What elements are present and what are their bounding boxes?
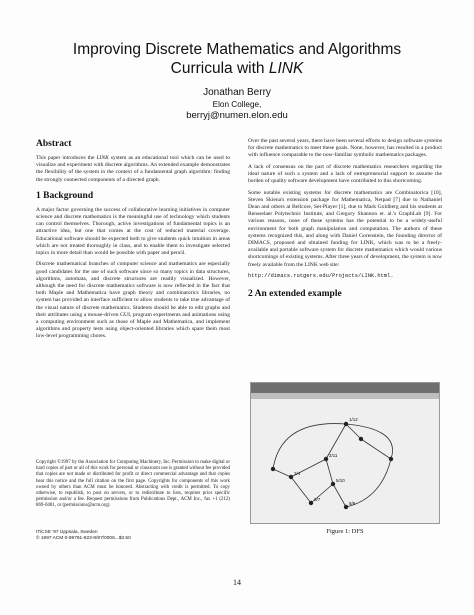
figure-window-titlebar: [251, 383, 439, 393]
graph-node: [271, 467, 275, 471]
author-name: Jonathan Berry: [203, 87, 271, 98]
graph-edge: [346, 424, 393, 459]
copyright-text: Copyright ©1997 by the Association for Computing Machinery, Inc. Permission to make digital or hard copies of part or all of this work for personal or classroom use is granted without fee provided that copies are not made or distributed for profit or direct commercial advantage and that copies bear this notice and the full citation on the first page. Copyrights for components of this work owned by others than ACM must be honored. Abstracting with credit is permitted. To copy otherwise, to republish, to post on servers, or to redistribute to lists, requires prior specific permission and/or a fee. Request permissions from Publications Dept., ACM Inc., fax +1 (212) 869-0481, or (permissions@acm.org).: [36, 460, 230, 509]
graph-edge: [291, 477, 311, 503]
graph-edges: [273, 424, 393, 507]
graph-node: [344, 505, 348, 509]
abstract-text-post: system as an educational tool which can be used to visualize and experiment with discrete algorithms. An extended example demonstrates the flexibility of the system in the context of a fundamental graph algorithm: finding the strongly connected components of a directed graph.: [36, 155, 230, 183]
figure-caption: Figure 1: DFS: [326, 528, 364, 535]
abstract-text-italic: LINK: [96, 155, 109, 161]
graph-edge: [326, 459, 333, 484]
node-label: 8/9: [349, 501, 356, 506]
paper-title: [40, 40, 434, 78]
link-url: http://dimacs.rutgers.edu/Projects/LINK.html.: [248, 273, 394, 280]
title-line-2: [40, 59, 434, 78]
background-para-1: A major factor governing the success of collaborative learning initiatives in computer science and discrete mathematics is the meaningful use of technology which students can control themselves. Thorough, active investigations of fundamental topics is an attractive idea, but one that comes at the cost of reduced material coverage. Educational software should be expected both to give students quick intuition in areas which are not treated thoroughly in class, and to enable them to investigate selected topics in more detail than would be possible with paper and pencil.: [36, 206, 230, 257]
node-label: 5/10: [336, 478, 345, 483]
node-label: 2/11: [329, 453, 338, 458]
right-para-2: A lack of consensus on the part of discrete mathematics researchers regarding the ideal nature of such a system and a lack of entrepreneurial support to assume the burden of quality software development have contributed to this shortcoming.: [248, 163, 442, 185]
copyright-notice: [36, 460, 230, 510]
background-heading: 1 Background: [36, 190, 94, 201]
abstract-heading: Abstract: [36, 139, 72, 149]
conference-info: [36, 530, 230, 542]
abstract-text-pre: This paper introduces the: [36, 155, 97, 161]
graph-node: [344, 422, 348, 426]
node-label: 1/12: [349, 417, 358, 422]
graph-node: [331, 482, 335, 486]
conference-line-1: ITiCSE '97 Uppsala, Sweden: [36, 530, 98, 535]
graph-edge: [333, 484, 346, 507]
graph-node: [309, 501, 313, 505]
graph-node-labels: [294, 417, 358, 506]
graph-node: [359, 437, 363, 441]
graph-node: [389, 457, 393, 461]
title-line-1: Improving Discrete Mathematics and Algorithms: [72, 41, 402, 58]
title-line-2-italic: LINK: [268, 60, 304, 77]
author-email: berryj@numen.elon.edu: [186, 110, 288, 121]
page-number: 14: [233, 578, 241, 587]
graph-edge: [273, 469, 291, 477]
title-line-2-text: Curricula with: [170, 60, 269, 77]
extended-example-heading: 2 An extended example: [248, 289, 342, 300]
graph-edge: [346, 459, 391, 507]
abstract-text: [36, 155, 230, 184]
figure-dfs: [250, 382, 440, 524]
node-label: 3/4: [294, 471, 301, 476]
node-label: 6/7: [314, 497, 321, 502]
background-para-2: Discrete mathematical branches of computer science and mathematics are especially good candidates for the use of such software since so many topics in data structures, algorithms, automata, and discrete structures are readily visualized. However, although the need for discrete mathematics software is now reflected in the fact that both Maple and Mathematica have graph theory and combinatorics libraries, no system has provided an interface sufficient to allow students to take true advantage of the visual nature of discrete mathematics. Students should be able to edit graphs and their attributes using a mouse-driven GUI, program experiments and animations using a computing environment such as those of Maple and Mathematica, and implement algorithms and property tests using object-oriented libraries which spare them most low-level programming chores.: [36, 261, 230, 340]
right-para-3: Some notable existing systems for discrete mathematics are Combinatorica [10], Steven Skiena's extension package for Mathematica, Netpad [7] due to Nathaniel Dean and others at Bellcore, Set-Player [1], due to Mark Goldberg and his students at Rensselaer Polytechnic Institute, and Gregory Shannon et. al.'s GraphLab [9]. For various reasons, none of these systems has the potential to be a widely-useful environment for both graph manipulation and computation. The authors of these systems recognized this, and along with Daniel Gorenstein, the founding director of DIMACS, proposed and obtained funding for LINK, which was to be a freely-available and portable software system for discrete mathematics which would various shortcomings of existing systems. After three years of development, the system is now freely available from the LINK web site:: [248, 189, 442, 268]
graph-drawing: [251, 399, 439, 523]
graph-edge: [346, 424, 361, 439]
graph-node: [324, 457, 328, 461]
author-affiliation: Elon College,: [212, 100, 262, 109]
graph-nodes: [271, 422, 393, 509]
author-block: [140, 86, 334, 122]
right-para-1: Over the past several years, there have been several efforts to design software systems for discrete mathematics to meet these goals. None, however, has resulted in a product with influence comparable to the now-familiar symbolic mathematics packages.: [248, 138, 442, 159]
graph-edge: [273, 424, 346, 469]
graph-node: [289, 475, 293, 479]
conference-line-2: © 1997 ACM 0-89791-923-8/97/0006...$3.50: [36, 536, 131, 542]
graph-edge: [361, 439, 391, 459]
right-column: [248, 138, 442, 305]
left-column: [36, 138, 230, 345]
